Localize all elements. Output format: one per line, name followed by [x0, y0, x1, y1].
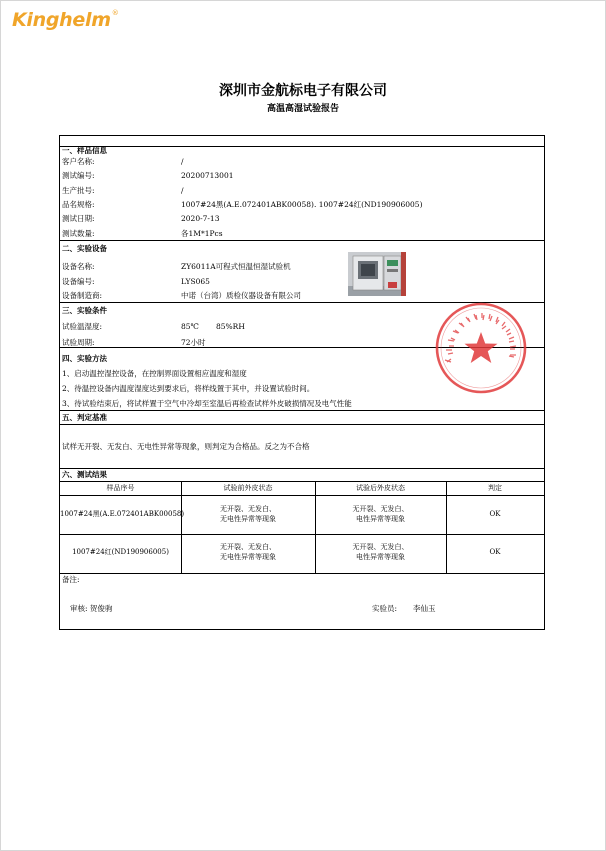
method-step: 1、启动温控湿控设备，在控制界面设置相应温度和湿度	[62, 369, 247, 378]
brand-logo: Kinghelm®	[12, 9, 119, 31]
field-label: 设备制造商:	[62, 291, 103, 300]
section-conditions: 三、实验条件	[62, 306, 107, 315]
result-after: 电性异常等现象	[356, 515, 405, 523]
temp-value: 85℃	[181, 322, 199, 331]
field-value: 20200713001	[181, 171, 234, 180]
field-value: /	[181, 186, 184, 195]
result-after: 电性异常等现象	[356, 553, 405, 561]
criteria-text: 试样无开裂、无发白、无电性异常等现象，则判定为合格品。反之为不合格	[62, 442, 310, 451]
tester-label: 实验员:	[372, 604, 398, 613]
company-name: 深圳市金航标电子有限公司	[219, 83, 387, 99]
reviewer: 审核: 贺俊驹	[70, 604, 113, 613]
section-equipment: 二、实验设备	[62, 244, 107, 253]
tester-name: 李仙玉	[413, 604, 436, 613]
humidity-value: 85%RH	[216, 322, 245, 331]
results-header: 试验前外皮状态	[223, 484, 273, 492]
field-label: 设备编号:	[62, 277, 95, 286]
period-value: 72小时	[181, 338, 206, 347]
section-sample-info: 一、样品信息	[62, 146, 107, 155]
field-label: 生产批号:	[62, 186, 95, 195]
temp-label: 试验温湿度:	[62, 322, 103, 331]
field-value: /	[181, 157, 184, 166]
results-header: 判定	[488, 484, 502, 492]
result-before: 无电性异常等现象	[220, 515, 276, 523]
field-label: 测试日期:	[62, 214, 95, 223]
result-before: 无开裂、无发白、	[220, 505, 276, 513]
results-header: 样品序号	[106, 484, 135, 492]
field-label: 客户名称:	[62, 157, 95, 166]
result-before: 无开裂、无发白、	[220, 543, 276, 551]
section-method: 四、实验方法	[62, 354, 107, 363]
notes-label: 备注:	[62, 575, 80, 584]
test-chamber-photo	[348, 252, 406, 296]
result-after: 无开裂、无发白、	[352, 505, 409, 513]
result-before: 无电性异常等现象	[220, 553, 276, 561]
method-step: 3、待试验结束后，将试样置于空气中冷却至室温后再检查试样外皮破损情况及电气性能	[62, 399, 352, 408]
result-verdict: OK	[489, 510, 501, 518]
period-label: 试验周期:	[62, 338, 95, 347]
result-sample: 1007#24红(ND190906005)	[72, 548, 169, 556]
section-criteria: 五、判定基准	[62, 413, 107, 422]
field-label: 测试数量:	[62, 229, 95, 238]
result-after: 无开裂、无发白、	[352, 543, 409, 551]
result-verdict: OK	[489, 548, 501, 556]
field-label: 设备名称:	[62, 262, 95, 271]
field-value: 2020-7-13	[181, 214, 220, 223]
company-seal-stamp	[433, 300, 529, 396]
report-title: 高温高湿试验报告	[266, 104, 339, 114]
results-header: 试验后外皮状态	[356, 484, 405, 492]
field-value: 中诺（台湾）质检仪器设备有限公司	[181, 291, 301, 300]
field-value: 各1M*1Pcs	[181, 229, 223, 238]
field-value: ZY6011A可程式恒温恒湿试验机	[181, 262, 291, 271]
field-value: LYS065	[181, 277, 210, 286]
result-sample: 1007#24黑(A.E.072401ABK00058)	[60, 510, 185, 518]
field-label: 品名规格:	[62, 200, 95, 209]
method-step: 2、待温控设备内温度湿度达到要求后，将样线置于其中，并设置试验时间。	[62, 384, 315, 393]
field-label: 测试编号:	[62, 171, 95, 180]
field-value: 1007#24黑(A.E.072401ABK00058). 1007#24红(ND190906005)	[181, 200, 423, 209]
section-results: 六、测试结果	[62, 470, 107, 479]
